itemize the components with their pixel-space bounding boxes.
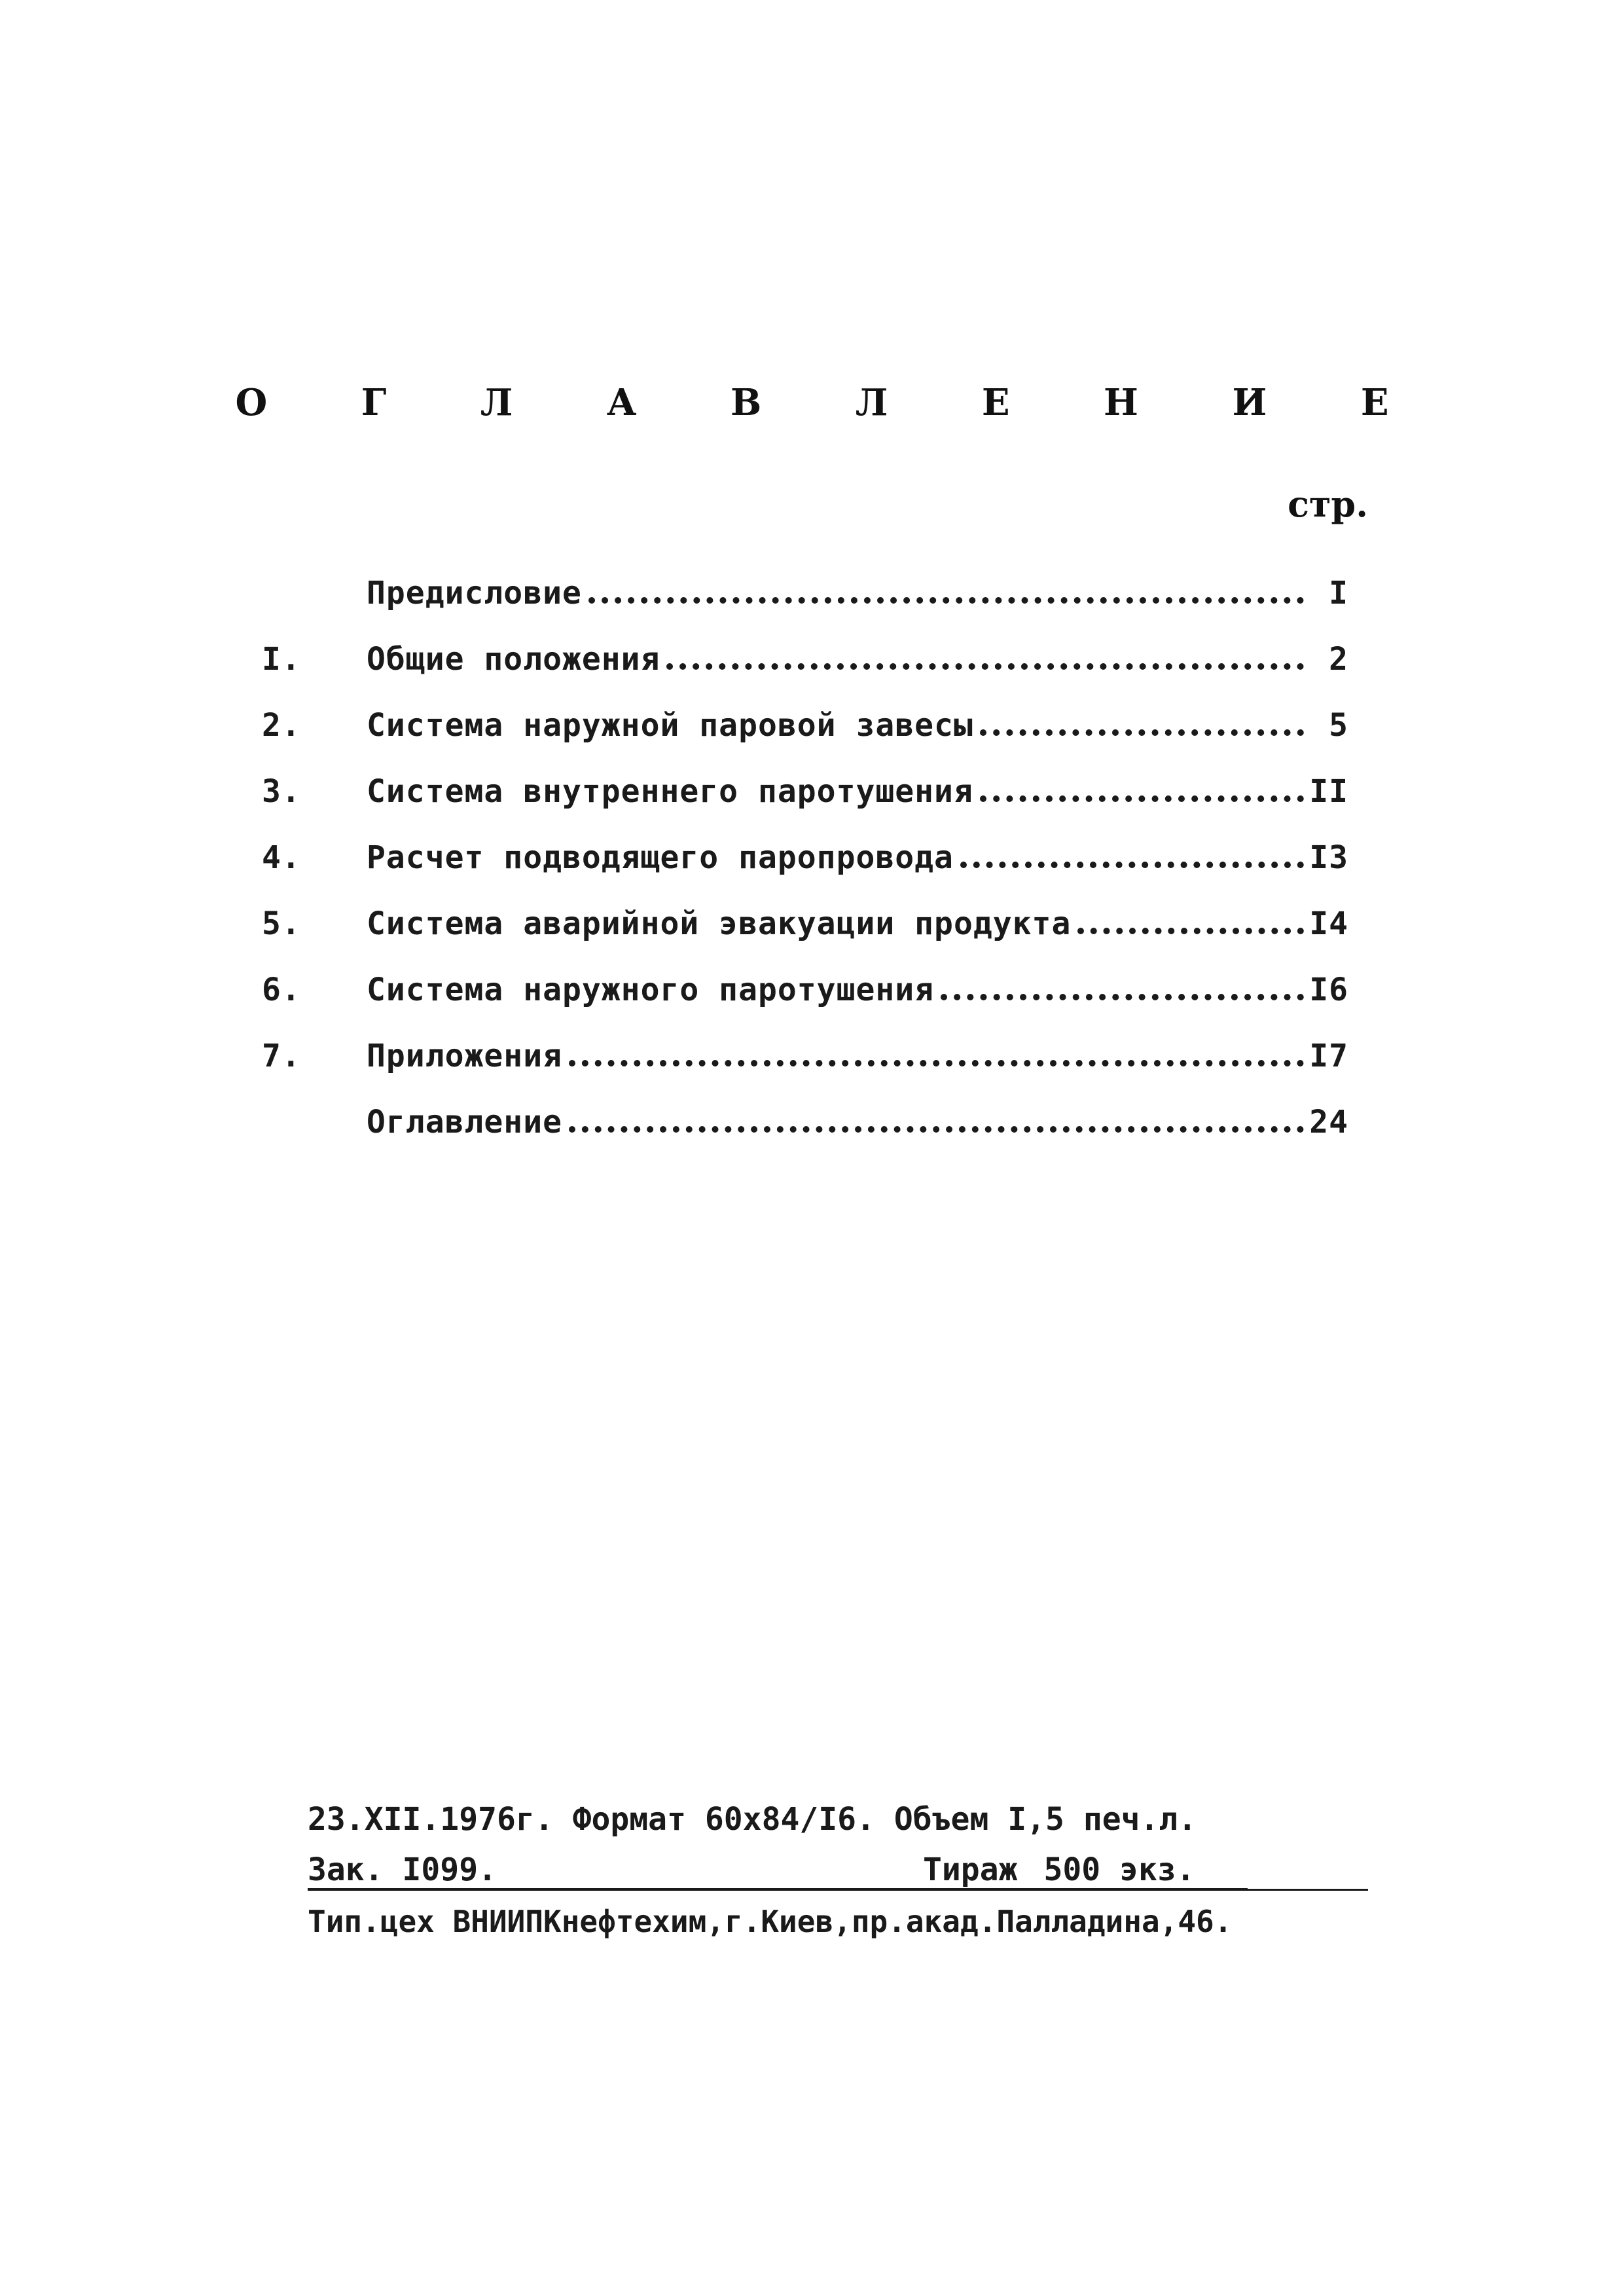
- toc-entry-page: I6: [1309, 971, 1348, 1008]
- toc-entry-contents[interactable]: [262, 1089, 1348, 1155]
- toc-entry-steam-curtain[interactable]: [262, 692, 1348, 758]
- toc-entry-preface[interactable]: [262, 560, 1348, 626]
- toc-entry-number: 7.: [262, 1037, 301, 1074]
- dot-leader: [960, 838, 1304, 877]
- toc-entry-page: I3: [1309, 839, 1348, 876]
- toc-entry-title: Общие положения: [367, 640, 660, 678]
- dot-leader: [569, 1102, 1304, 1142]
- table-of-contents: [262, 560, 1348, 1155]
- toc-entry-internal-steam-extinguishing[interactable]: [262, 758, 1348, 824]
- toc-entry-page: II: [1309, 773, 1348, 810]
- dot-leader: [666, 640, 1304, 679]
- toc-entry-title: Система внутреннего паротушения: [367, 773, 973, 810]
- toc-entry-title: Оглавление: [367, 1103, 562, 1140]
- dot-leader: [941, 970, 1304, 1010]
- imprint-order-number: Зак. I099.: [308, 1851, 923, 1891]
- toc-entry-appendices[interactable]: [262, 1023, 1348, 1089]
- toc-entry-title: Система наружной паровой завесы: [367, 706, 973, 744]
- toc-entry-page: I4: [1309, 905, 1348, 942]
- toc-entry-number: 4.: [262, 839, 301, 876]
- toc-entry-number: 3.: [262, 773, 301, 810]
- toc-entry-number: I.: [262, 640, 301, 678]
- toc-entry-emergency-evacuation[interactable]: [262, 890, 1348, 957]
- toc-entry-general-provisions[interactable]: [262, 626, 1348, 692]
- toc-entry-external-steam-extinguishing[interactable]: [262, 957, 1348, 1023]
- dot-leader: [980, 706, 1304, 745]
- toc-entry-page: 2: [1329, 640, 1348, 678]
- toc-entry-page: I: [1329, 574, 1348, 611]
- toc-entry-page: 5: [1329, 706, 1348, 744]
- toc-entry-number: 2.: [262, 706, 301, 744]
- imprint-printer-line: Тип.цех ВНИИПКнефтехим,г.Киев,пр.акад.Палладина,46.: [308, 1904, 1233, 1939]
- imprint-date-format-line: 23.XII.1976г. Формат 60х84/I6. Объем I,5 печ.л.: [308, 1801, 1197, 1838]
- page-column-header: стр.: [1288, 483, 1368, 525]
- toc-entry-page: I7: [1309, 1037, 1348, 1074]
- document-title: О Г Л А В Л Е Н И Е: [235, 381, 1430, 424]
- toc-entry-title: Приложения: [367, 1037, 562, 1074]
- dot-leader: [588, 574, 1304, 613]
- dot-leader: [569, 1036, 1304, 1076]
- toc-entry-title: Система аварийной эвакуации продукта: [367, 905, 1072, 942]
- toc-entry-page: 24: [1309, 1103, 1348, 1140]
- toc-entry-title: Предисловие: [367, 574, 582, 611]
- publication-imprint: [308, 1794, 1368, 1947]
- dot-leader: [980, 772, 1304, 811]
- toc-entry-title: Система наружного паротушения: [367, 971, 935, 1008]
- toc-entry-number: 5.: [262, 905, 301, 942]
- toc-entry-title: Расчет подводящего паропровода: [367, 839, 954, 876]
- toc-entry-number: 6.: [262, 971, 301, 1008]
- imprint-divider: [308, 1889, 1368, 1891]
- toc-entry-supply-pipeline[interactable]: [262, 824, 1348, 890]
- imprint-run-value: 500 экз.: [1044, 1851, 1248, 1891]
- dot-leader: [1077, 904, 1304, 943]
- imprint-run-label: Тираж: [923, 1851, 1044, 1891]
